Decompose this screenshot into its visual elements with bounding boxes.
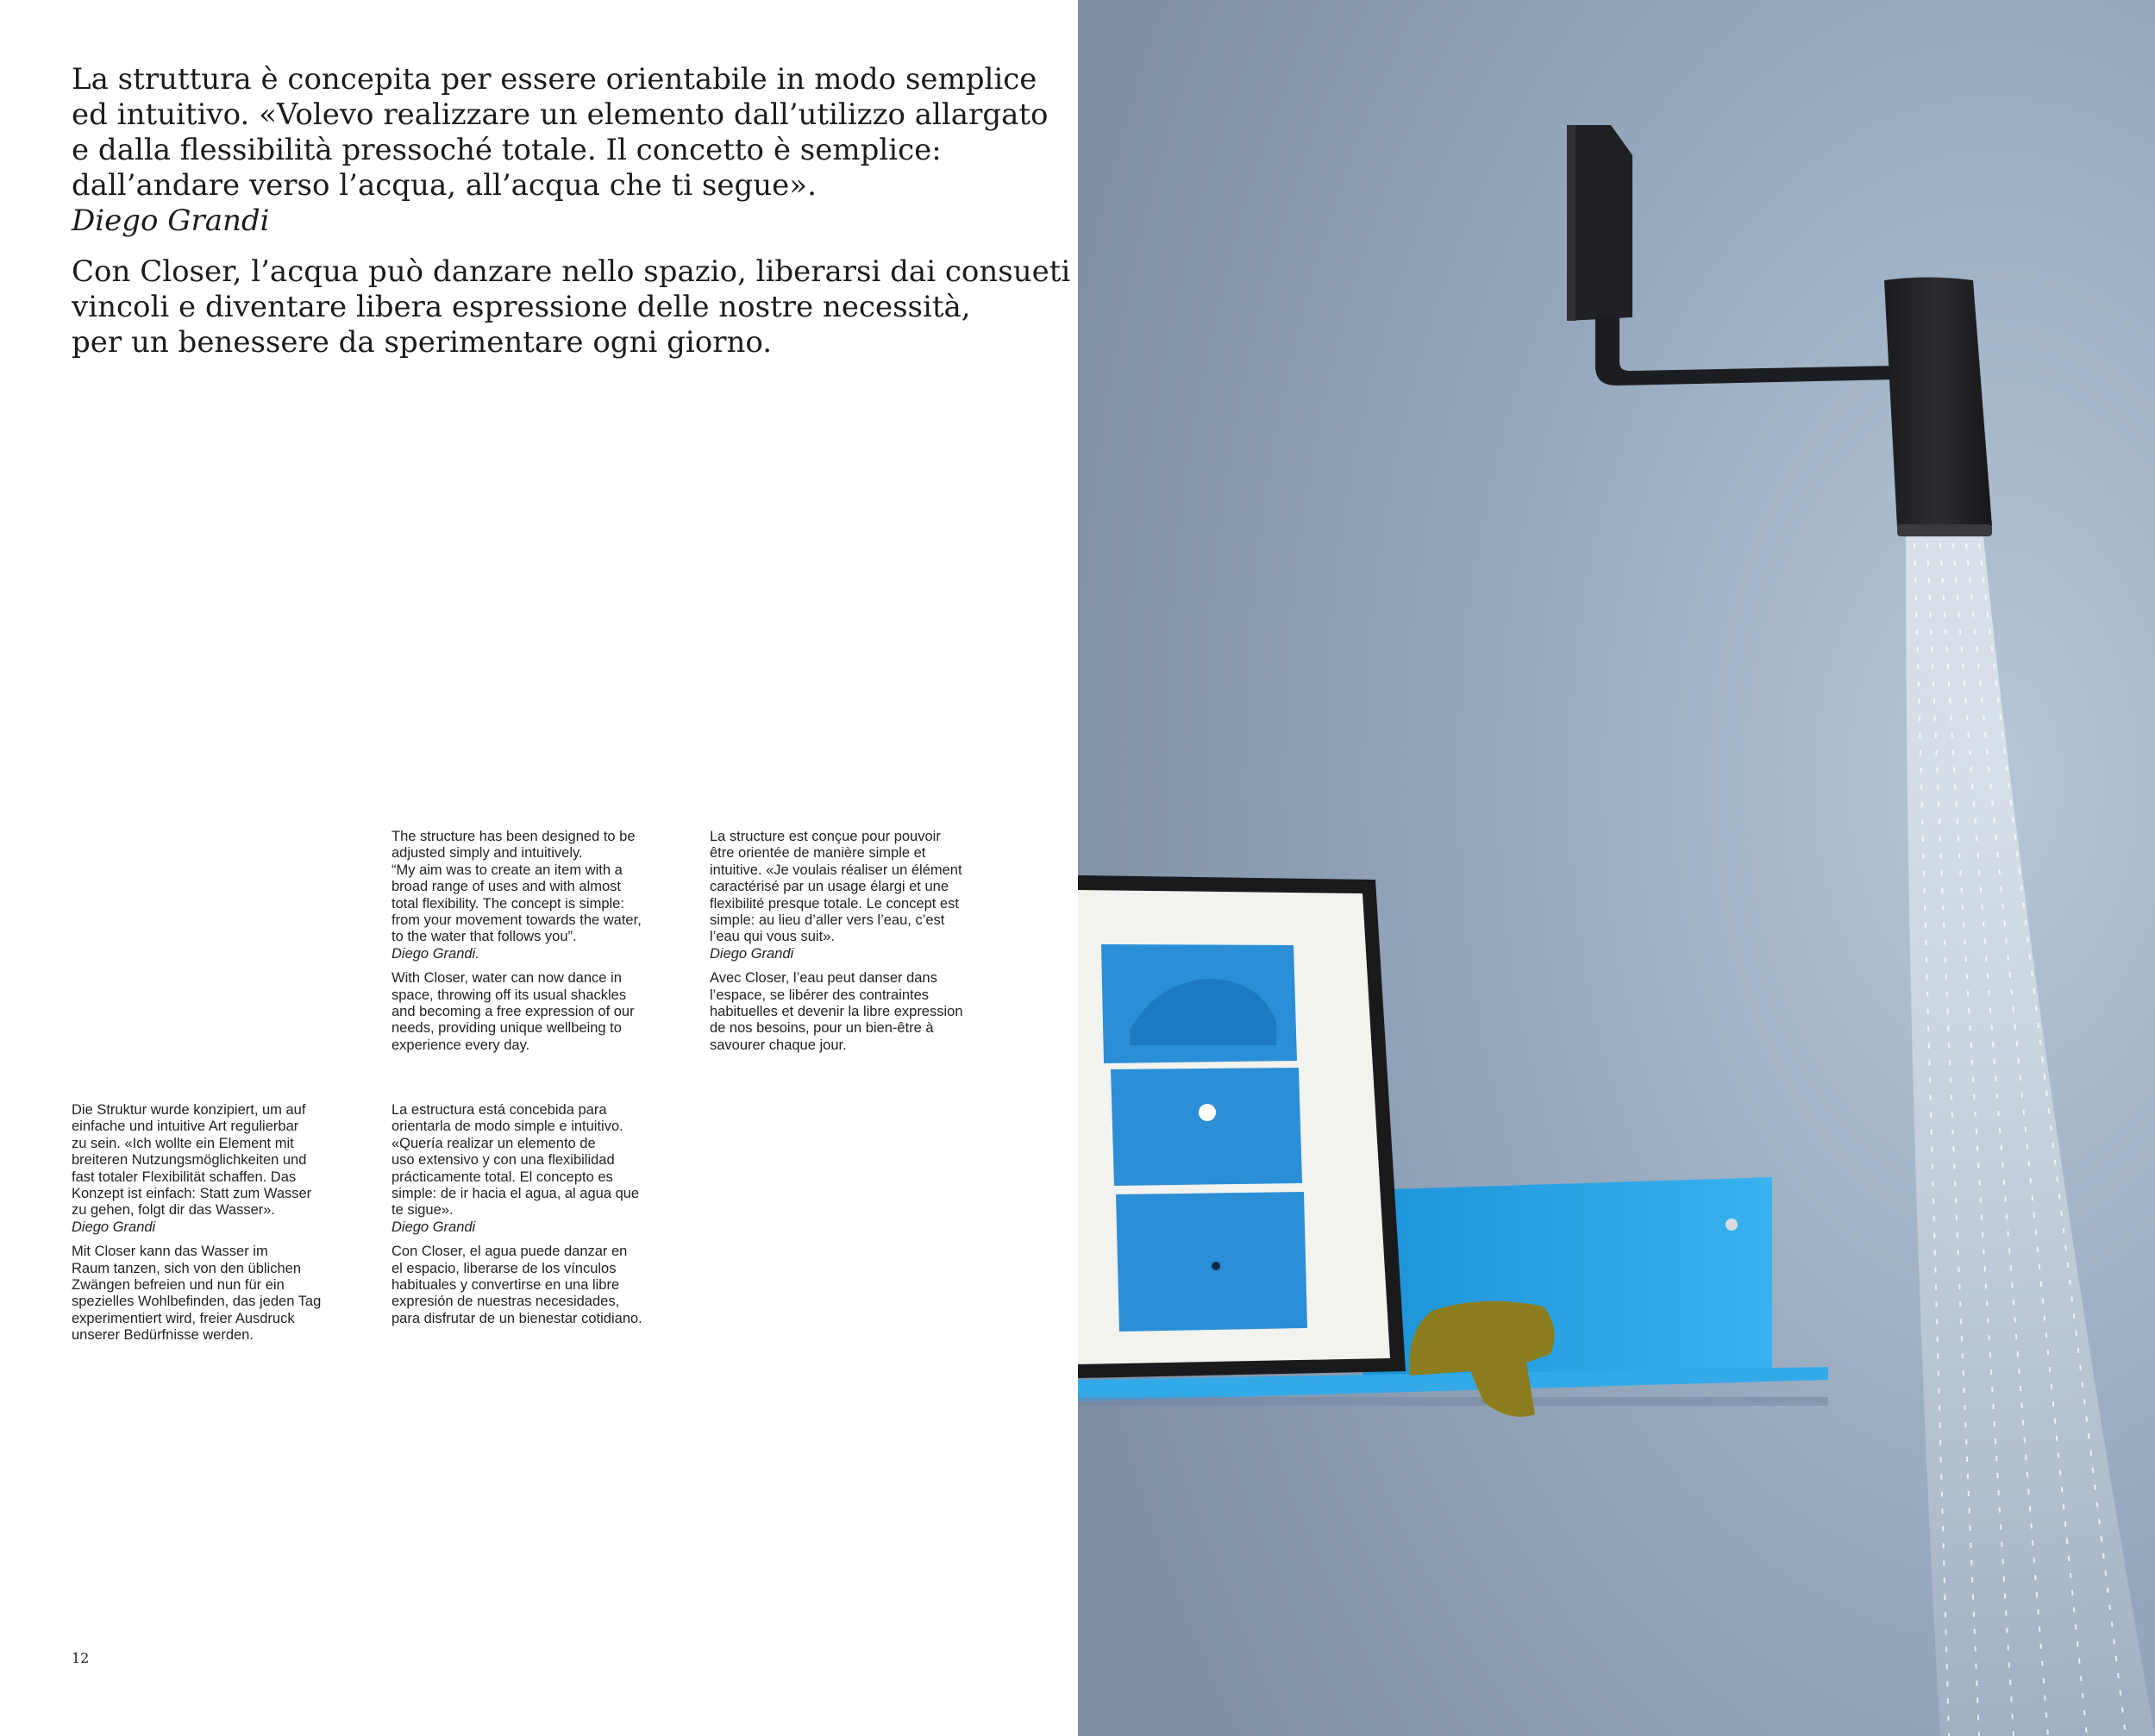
text-line: Avec Closer, l’eau peut danser dans	[710, 970, 937, 987]
text-line: total flexibility. The concept is simple:	[392, 895, 624, 912]
product-photo	[1078, 0, 2155, 1736]
text-line: expresión de nuestras necesidades,	[392, 1294, 620, 1310]
german-column	[72, 1102, 391, 1344]
text-line: The structure has been designed to be	[392, 829, 636, 844]
photo-illustration	[1078, 0, 2155, 1736]
text-line: orientarla de modo simple e intuitivo.	[392, 1119, 623, 1135]
text-line: dall’andare verso l’acqua, all’acqua che ti segue».	[72, 168, 817, 203]
text-line: “My aim was to create an item with a	[392, 862, 623, 878]
print-panel-drain	[1116, 1192, 1307, 1332]
text-line: l’eau qui vous suit».	[710, 929, 835, 945]
text-line: e dalla flessibilità pressoché totale. Il concetto è semplice:	[72, 133, 942, 167]
intro-text	[72, 62, 1071, 376]
text-line: simple: au lieu d’aller vers l’eau, c’est	[710, 912, 945, 929]
shelf-shadow	[1078, 1397, 1828, 1406]
text-line: spezielles Wohlbefinden, das jeden Tag	[72, 1294, 322, 1310]
text-line: space, throwing off its usual shackles	[392, 987, 627, 1003]
german-author: Diego Grandi	[72, 1219, 156, 1235]
text-line: de nos besoins, pour un bien-être à	[710, 1020, 934, 1037]
text-line: breiteren Nutzungsmöglichkeiten und	[72, 1152, 307, 1169]
text-line: Konzept ist einfach: Statt zum Wasser	[72, 1186, 312, 1202]
text-line: La structure est conçue pour pouvoir	[710, 829, 941, 844]
english-author: Diego Grandi.	[392, 945, 479, 962]
print-panels	[1101, 944, 1307, 1332]
text-line: experimentiert wird, freier Ausdruck	[72, 1310, 295, 1326]
text-line: vincoli e diventare libera espressione delle nostre necessità,	[72, 290, 971, 324]
text-line: fast totaler Flexibilität schaffen. Das	[72, 1169, 297, 1185]
french-author: Diego Grandi	[710, 945, 794, 962]
text-line: «Quería realizar un elemento de	[392, 1135, 596, 1151]
text-line: Die Struktur wurde konzipiert, um auf	[72, 1102, 306, 1118]
print-panel-shower	[1111, 1068, 1302, 1186]
mount-edge	[1567, 125, 1576, 321]
shelf-screw	[1726, 1219, 1738, 1231]
intro-author: Diego Grandi	[72, 204, 270, 238]
text-line: simple: de ir hacia el agua, al agua que	[392, 1186, 640, 1202]
text-line: te sigue».	[392, 1202, 454, 1219]
text-line: Con Closer, el agua puede danzar en	[392, 1244, 628, 1260]
text-line: Con Closer, l’acqua può danzare nello spazio, liberarsi dai consueti	[72, 254, 1071, 289]
text-line: unserer Bedürfnisse werden.	[72, 1327, 254, 1344]
text-line: experience every day.	[392, 1037, 530, 1053]
text-line: With Closer, water can now dance in	[392, 970, 622, 987]
text-line: La estructura está concebida para	[392, 1102, 607, 1118]
text-line: needs, providing unique wellbeing to	[392, 1020, 622, 1037]
text-line: broad range of uses and with almost	[392, 879, 621, 895]
text-line: Zwängen befreien und nun für ein	[72, 1277, 285, 1294]
french-column	[710, 829, 1029, 1054]
text-line: La struttura è concepita per essere orientabile in modo semplice	[72, 62, 1037, 97]
text-line: from your movement towards the water,	[392, 912, 642, 929]
text-line: adjusted simply and intuitively.	[392, 845, 583, 862]
text-line: einfache und intuitive Art regulierbar	[72, 1119, 299, 1135]
text-line: uso extensivo y con una flexibilidad	[392, 1152, 615, 1169]
text-line: per un benessere da sperimentare ogni giorno.	[72, 325, 773, 360]
text-line: to the water that follows you”.	[392, 929, 577, 945]
text-line: and becoming a free expression of our	[392, 1004, 635, 1020]
text-line: zu sein. «Ich wollte ein Element mit	[72, 1135, 294, 1151]
text-line: l’espace, se libérer des contraintes	[710, 987, 930, 1003]
text-line: habituelles et devenir la libre expression	[710, 1004, 963, 1020]
text-line: être orientée de manière simple et	[710, 845, 926, 862]
text-line: para disfrutar de un bienestar cotidiano.	[392, 1310, 642, 1326]
shower-nozzle-plate	[1897, 524, 1992, 536]
text-line: el espacio, liberarse de los vínculos	[392, 1260, 617, 1276]
text-line: intuitive. «Je voulais réaliser un élément	[710, 862, 962, 878]
text-line: savourer chaque jour.	[710, 1037, 847, 1053]
text-line: caractérisé par un usage élargi et une	[710, 879, 949, 895]
text-line: prácticamente total. El concepto es	[392, 1169, 613, 1185]
text-line: ed intuitivo. «Volevo realizzare un elemento dall’utilizzo allargato	[72, 97, 1049, 132]
text-line: Raum tanzen, sich von den üblichen	[72, 1260, 301, 1276]
text-line: flexibilité presque totale. Le concept est	[710, 895, 959, 912]
intro-paragraph-1	[72, 62, 1049, 239]
text-line: habituales y convertirse en una libre	[392, 1277, 620, 1294]
wall-mount	[1567, 125, 1632, 321]
page-number: 12	[72, 1650, 90, 1666]
text-line: Mit Closer kann das Wasser im	[72, 1244, 268, 1260]
text-line: zu gehen, folgt dir das Wasser».	[72, 1202, 276, 1219]
english-column	[392, 829, 711, 1054]
intro-paragraph-2	[72, 254, 1071, 360]
spanish-author: Diego Grandi	[392, 1219, 476, 1235]
spanish-column	[392, 1102, 711, 1327]
